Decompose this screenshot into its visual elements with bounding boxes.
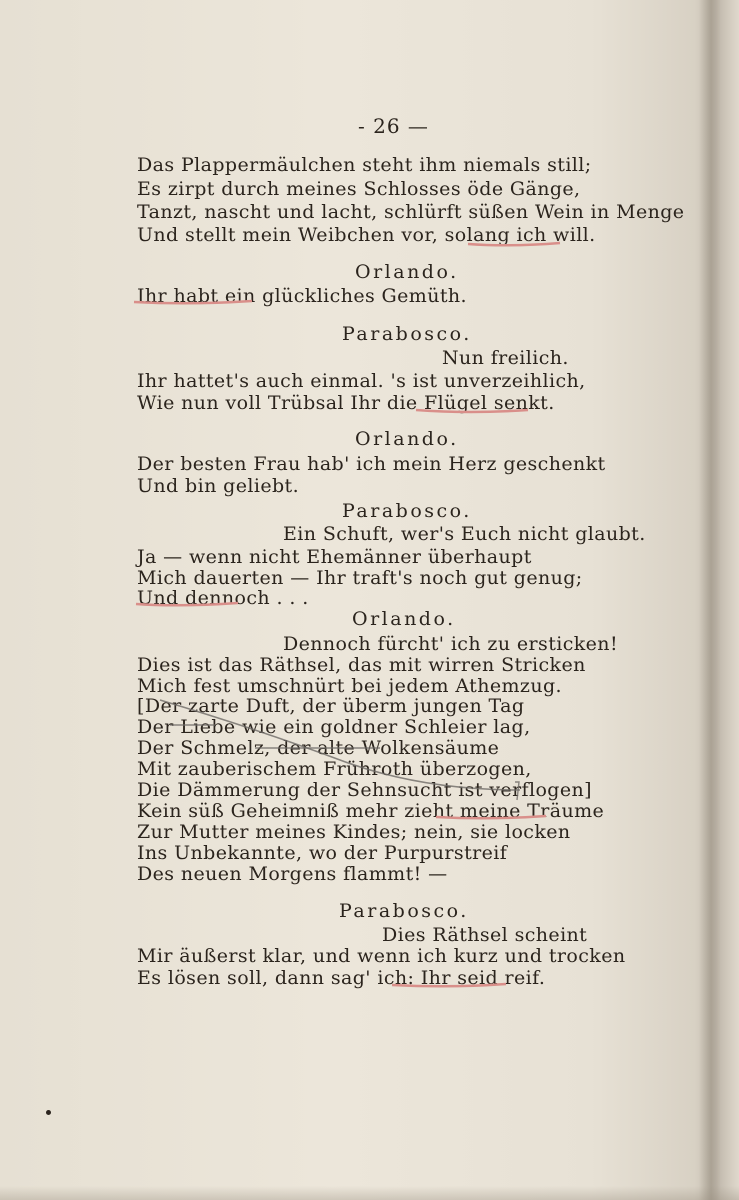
text-line: Es zirpt durch meines Schlosses öde Gänge,	[137, 178, 581, 200]
text-line: Der besten Frau hab' ich mein Herz geschenkt	[137, 453, 606, 475]
text-line: Ja — wenn nicht Ehemänner überhaupt	[137, 546, 532, 568]
text-line: Mich fest umschnürt bei jedem Athemzug.	[137, 675, 562, 697]
page-bottom-edge	[0, 1186, 739, 1200]
text-line: Ihr habt ein glückliches Gemüth.	[137, 285, 467, 307]
text-line: Und stellt mein Weibchen vor, solang ich will.	[137, 224, 596, 246]
text-line: Ein Schuft, wer's Euch nicht glaubt.	[283, 523, 646, 545]
page-gutter-shadow	[699, 0, 739, 1200]
text-line: Ins Unbekannte, wo der Purpurstreif	[137, 842, 508, 864]
page-number: - 26 —	[358, 114, 429, 138]
text-line: Zur Mutter meines Kindes; nein, sie locken	[137, 821, 571, 843]
text-line: Es lösen soll, dann sag' ich: Ihr seid reif.	[137, 967, 546, 989]
text-line: Des neuen Morgens flammt! —	[137, 863, 448, 885]
text-line: Der Schmelz, der alte Wolkensäume	[137, 737, 500, 759]
text-line: Mich dauerten — Ihr traft's noch gut genug;	[137, 567, 583, 589]
text-line: Dies ist das Räthsel, das mit wirren Stricken	[137, 654, 586, 676]
text-line: Und bin geliebt.	[137, 475, 300, 497]
text-line: Und dennoch . . .	[137, 587, 309, 609]
text-line: Wie nun voll Trübsal Ihr die Flügel senkt.	[137, 392, 555, 414]
text-line: Mir äußerst klar, und wenn ich kurz und trocken	[137, 945, 626, 967]
speaker-name: Orlando.	[355, 428, 459, 450]
text-line: Kein süß Geheimniß mehr zieht meine Träume	[137, 800, 605, 822]
speaker-name: Orlando.	[352, 608, 456, 630]
text-line: Tanzt, nascht und lacht, schlürft süßen Wein in Menge	[137, 201, 685, 223]
text-line: Mit zauberischem Frühroth überzogen,	[137, 758, 532, 780]
text-line: Die Dämmerung der Sehnsucht ist verflogen]	[137, 779, 592, 801]
ink-dot	[46, 1110, 51, 1115]
text-line: Dennoch fürcht' ich zu ersticken!	[283, 633, 618, 655]
text-line: Das Plappermäulchen steht ihm niemals still;	[137, 154, 592, 176]
text-line: Dies Räthsel scheint	[382, 924, 588, 946]
speaker-name: Parabosco.	[342, 500, 472, 522]
text-line: Nun freilich.	[442, 347, 569, 369]
speaker-name: Orlando.	[355, 261, 459, 283]
speaker-name: Parabosco.	[339, 900, 469, 922]
speaker-name: Parabosco.	[342, 323, 472, 345]
text-line: Ihr hattet's auch einmal. 's ist unverzeihlich,	[137, 370, 586, 392]
text-line: [Der zarte Duft, der überm jungen Tag	[137, 695, 525, 717]
text-line: Der Liebe wie ein goldner Schleier lag,	[137, 716, 531, 738]
